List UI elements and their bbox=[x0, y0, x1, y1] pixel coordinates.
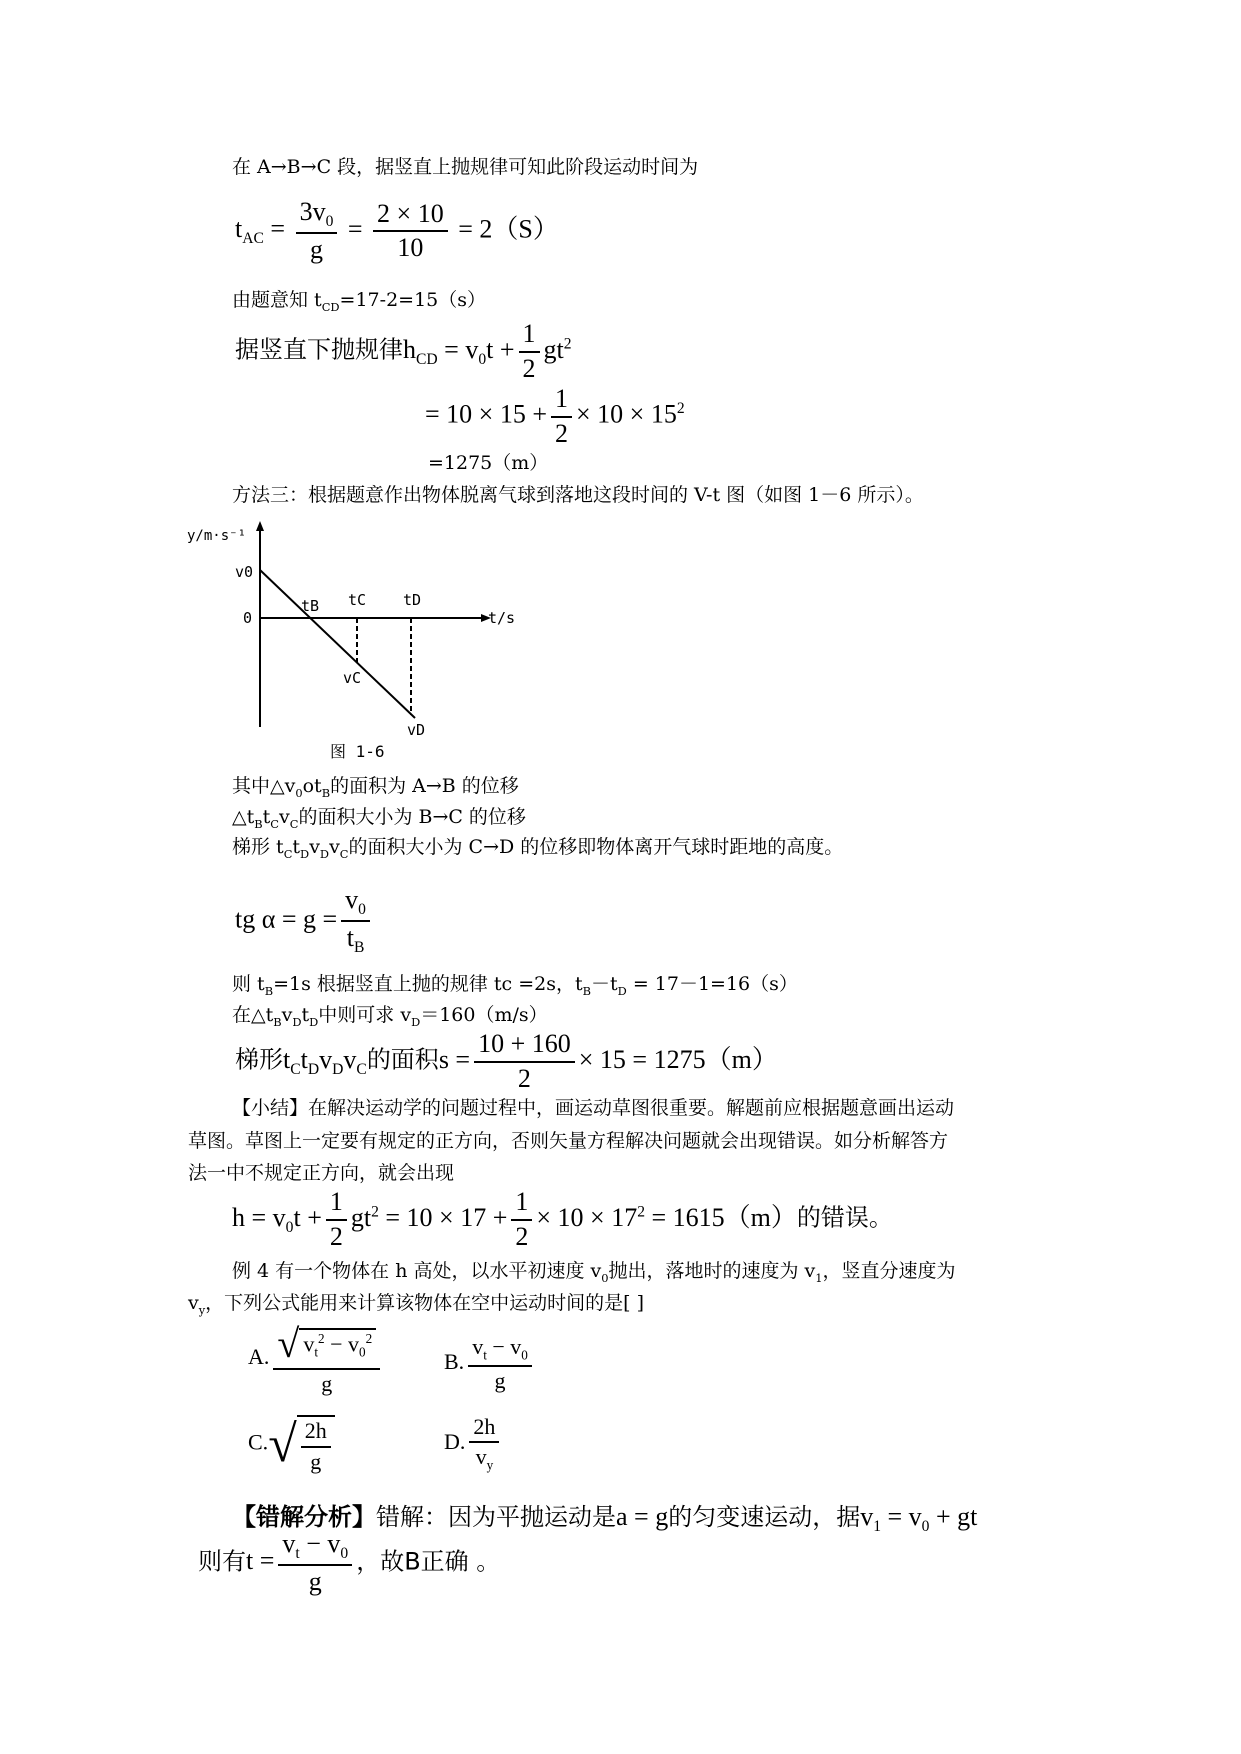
option-d: D. $\frac{2h}{v_y}$ bbox=[444, 1415, 503, 1473]
text-method-three: 方法三：根据题意作出物体脱离气球到落地这段时间的 V-t 图（如图 1－6 所示）。 bbox=[232, 484, 924, 506]
text-result-1275: =1275（m） bbox=[428, 452, 549, 474]
label-origin: 0 bbox=[243, 609, 253, 627]
figure-caption: 图 1-6 bbox=[330, 742, 385, 761]
equation-wrong-h: $h = v_0t$ + $\frac{1}{2}$ $gt^2 = 10 \times 17$ + $\frac{1}{2}$ × $10 \times 17^2 = 1615(m)$的错误。 bbox=[232, 1187, 893, 1251]
label-td: tD bbox=[403, 591, 422, 609]
summary-line-2: 草图。草图上一定要有规定的正方向，否则矢量方程解决问题就会出现错误。如分析解答方 bbox=[188, 1130, 949, 1152]
example-4-line-2: $v_y$，下列公式能用来计算该物体在空中运动时间的是[ ] bbox=[188, 1292, 645, 1317]
label-tc: tC bbox=[348, 591, 367, 609]
wrong-analysis-tag: 【错解分析】 bbox=[232, 1503, 376, 1531]
equation-tac: $t_{AC}$ = $\frac{3v_0}{g}$ = $\frac{2 \times 10}{10}$ = 2（S） bbox=[235, 197, 559, 265]
equation-trapezoid: 梯形$t_Ct_Dv_Dv_C$的面积s = $\frac{10 + 160}{2}$ × 15 = 1275（m） bbox=[235, 1029, 778, 1093]
y-axis-label: y/m·s⁻¹ bbox=[187, 528, 247, 544]
velocity-line bbox=[260, 570, 415, 718]
vt-figure bbox=[185, 515, 525, 765]
summary-tag: 【小结】 bbox=[232, 1097, 309, 1119]
equation-hcd-values: = 10 × 15 + $\frac{1}{2}$ × $10 \times 15^2$ bbox=[425, 384, 685, 448]
label-v0: v0 bbox=[235, 563, 254, 581]
text-line-2: 由题意知 $t_{CD}=17-2=15(s)$ bbox=[232, 289, 486, 314]
summary-line-3: 法一中不规定正方向，就会出现 bbox=[188, 1162, 455, 1184]
text-then: 则 $t_B=1s$ 根据竖直上抛的规律 tc =2s，$t_B-t_D = 17-1=16(s)$ bbox=[232, 973, 798, 998]
text-line-1: 在 A→B→C 段，据竖直上抛规律可知此阶段运动时间为 bbox=[232, 156, 699, 178]
text-area-2: $\triangle t_Bt_Cv_C$的面积大小为 B→C 的位移 bbox=[232, 806, 526, 831]
y-axis-arrow bbox=[256, 521, 264, 531]
wrong-analysis-line-1: 【错解分析】错解：因为平抛运动是a = g的匀变速运动，据$v_1 = v_0$ + gt bbox=[232, 1502, 978, 1536]
option-c: C.√ $\frac{2h}{g}$ bbox=[248, 1415, 335, 1474]
example-4-line-1: 例 4 有一个物体在 h 高处，以水平初速度 $v_0$抛出，落地时的速度为 $v_1$，竖直分速度为 bbox=[232, 1260, 956, 1285]
text-area-3: 梯形 $t_Ct_Dv_Dv_C$的面积大小为 C→D 的位移即物体离开气球时距地的高度。 bbox=[232, 836, 844, 861]
option-b: B. $\frac{v_t - v_0}{g}$ bbox=[444, 1335, 536, 1393]
text-triangle: 在$\triangle t_Bv_Dt_D$中则可求 $v_D=160(m/s)$ bbox=[232, 1004, 548, 1029]
label-vc: vC bbox=[343, 669, 362, 687]
summary-line-1: 【小结】在解决运动学的问题过程中，画运动草图很重要。解题前应根据题意画出运动 bbox=[232, 1097, 955, 1119]
label-vd: vD bbox=[407, 721, 426, 739]
label-tb: tB bbox=[301, 597, 320, 615]
text-area-1: 其中$\triangle v_0ot_B$的面积为 A→B 的位移 bbox=[232, 775, 519, 800]
wrong-analysis-line-2: 则有t = $\frac{v_t - v_0}{g}$ ，故B正确 。 bbox=[198, 1529, 501, 1597]
label-t-axis: t/s bbox=[488, 609, 516, 627]
equation-tan-alpha: tg α = g = $\frac{v_0}{t_B}$ bbox=[235, 886, 374, 957]
equation-hcd: 据竖直下抛规律$h_{CD} = v_0t$ + $\frac{1}{2}$ $gt^2$ bbox=[235, 319, 572, 383]
option-a: A. $\frac{√ v_t^2 - v_0^2}{g}$ bbox=[248, 1322, 384, 1396]
